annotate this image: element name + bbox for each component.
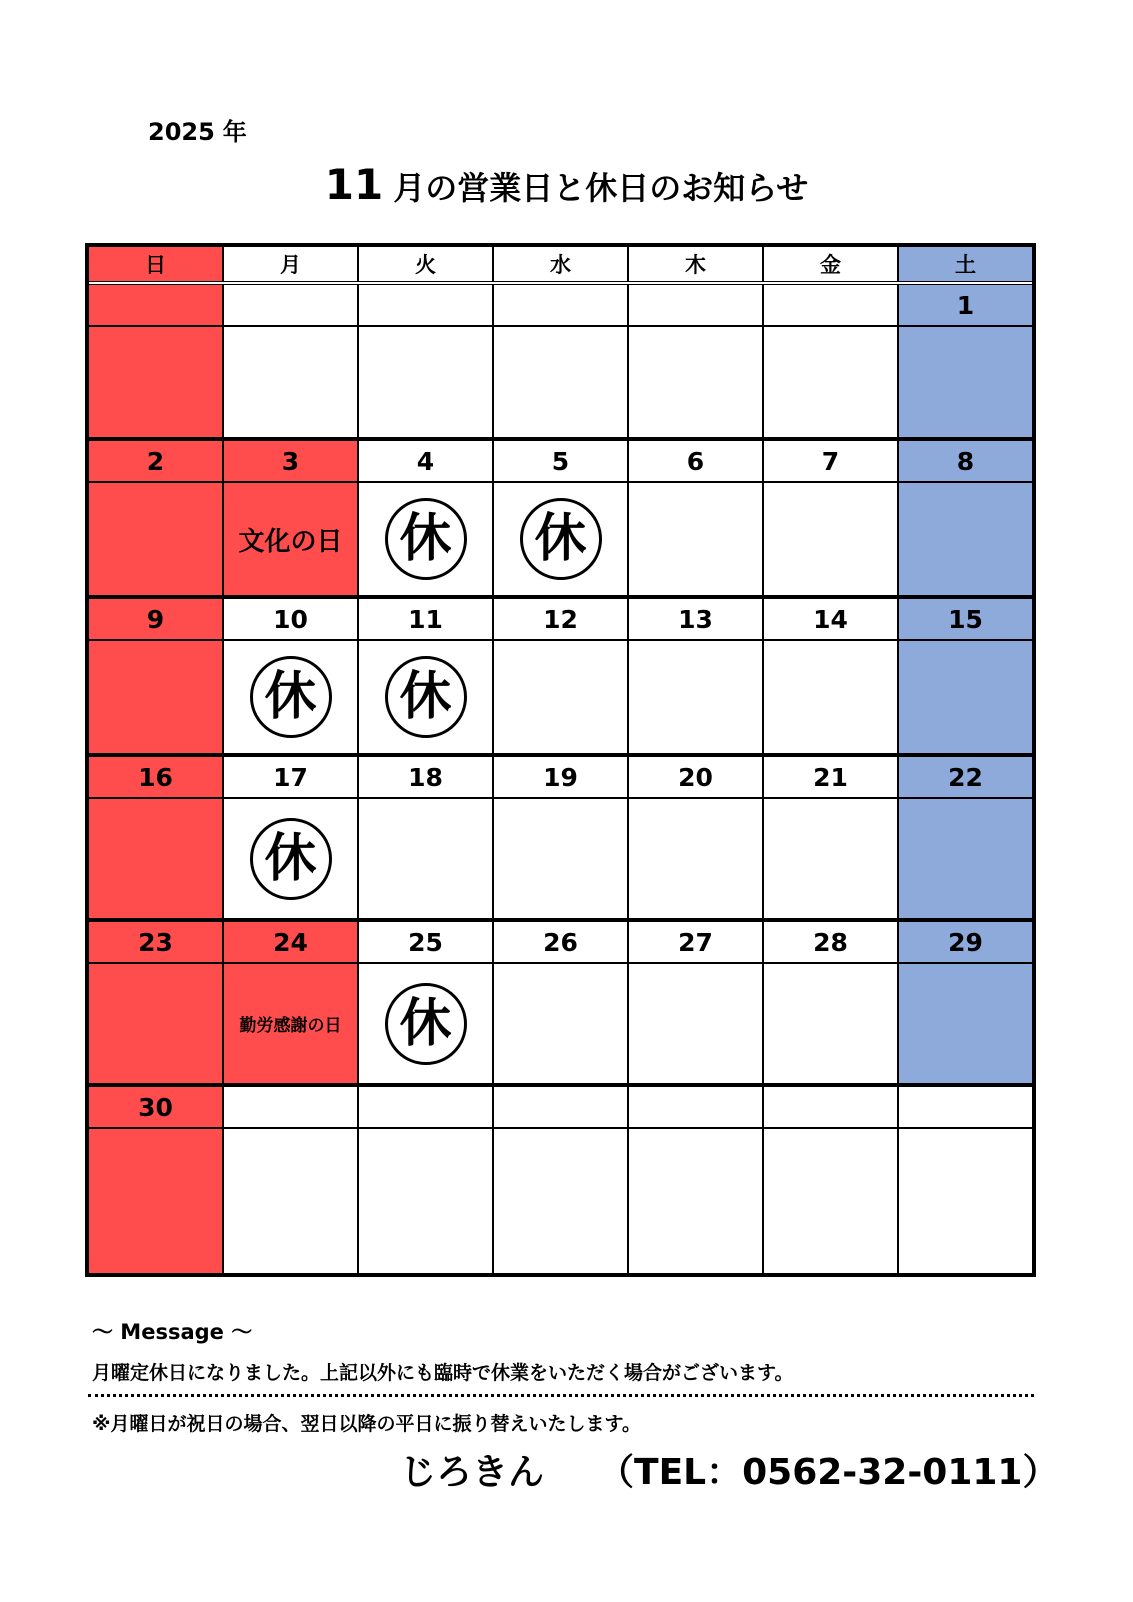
day-body: [899, 1129, 1032, 1273]
day-number: 30: [89, 1087, 222, 1129]
day-cell: [89, 599, 224, 753]
day-number: [764, 285, 897, 327]
holiday-label: 勤労感謝の日: [239, 1016, 342, 1036]
day-body: [764, 483, 897, 595]
week-row: [89, 922, 1032, 1087]
day-number: 21: [764, 757, 897, 799]
message-heading: ～ Message ～: [92, 1320, 253, 1344]
day-cell: [89, 922, 224, 1083]
day-cell: [764, 285, 899, 437]
day-number: 1: [899, 285, 1032, 327]
weekday-wednesday: 水: [494, 247, 629, 281]
day-number: 22: [899, 757, 1032, 799]
day-cell: [359, 599, 494, 753]
day-number: 11: [359, 599, 492, 641]
day-body: [89, 327, 222, 437]
closed-day-mark: 休: [250, 656, 332, 738]
day-cell: [899, 599, 1032, 753]
day-body: [629, 641, 762, 753]
day-body: [224, 1129, 357, 1273]
week-row: [89, 441, 1032, 599]
phone-number: （TEL：0562-32-0111）: [598, 1452, 1059, 1493]
day-body: [899, 327, 1032, 437]
day-number: 29: [899, 922, 1032, 964]
day-cell: [359, 1087, 494, 1273]
day-body: [764, 641, 897, 753]
day-body: [629, 964, 762, 1083]
day-body: [764, 964, 897, 1083]
day-cell: [764, 922, 899, 1083]
day-cell: [899, 1087, 1032, 1273]
day-number: 26: [494, 922, 627, 964]
day-cell: [224, 922, 359, 1083]
day-cell: [224, 441, 359, 595]
shop-name: じろきん: [400, 1452, 545, 1493]
day-body: [494, 1129, 627, 1273]
day-cell: [224, 1087, 359, 1273]
day-body: [359, 799, 492, 918]
calendar-grid: [85, 243, 1036, 1277]
day-cell: [764, 757, 899, 918]
message-note: ※月曜日が祝日の場合、翌日以降の平日に振り替えいたします。: [92, 1413, 641, 1435]
day-body: [89, 1129, 222, 1273]
weekday-saturday: 土: [899, 247, 1032, 281]
day-cell: [899, 922, 1032, 1083]
day-cell: [89, 1087, 224, 1273]
day-cell: [359, 757, 494, 918]
day-cell: [494, 441, 629, 595]
day-body: [764, 799, 897, 918]
closed-day-mark: 休: [520, 498, 602, 580]
day-body: [359, 483, 492, 595]
day-number: [494, 285, 627, 327]
day-body: [764, 1129, 897, 1273]
day-body: [629, 1129, 762, 1273]
year-unit: 年: [222, 118, 247, 146]
day-number: 18: [359, 757, 492, 799]
day-cell: [494, 757, 629, 918]
day-body: [89, 964, 222, 1083]
day-number: 12: [494, 599, 627, 641]
day-body: [899, 964, 1032, 1083]
day-number: 19: [494, 757, 627, 799]
day-cell: [764, 441, 899, 595]
day-number: 15: [899, 599, 1032, 641]
day-cell: [629, 441, 764, 595]
day-cell: [629, 1087, 764, 1273]
day-body: [494, 964, 627, 1083]
day-cell: [89, 757, 224, 918]
day-body: [494, 799, 627, 918]
day-body: [224, 483, 357, 595]
day-number: 23: [89, 922, 222, 964]
week-row: [89, 599, 1032, 757]
holiday-label: 文化の日: [238, 526, 343, 557]
day-body: [89, 483, 222, 595]
day-body: [629, 327, 762, 437]
day-cell: [629, 757, 764, 918]
day-cell: [494, 922, 629, 1083]
message-body: 月曜定休日になりました。上記以外にも臨時で休業をいただく場合がございます。: [92, 1362, 794, 1384]
day-number: [494, 1087, 627, 1129]
day-number: 25: [359, 922, 492, 964]
day-body: [359, 964, 492, 1083]
day-number: 4: [359, 441, 492, 483]
day-body: [359, 641, 492, 753]
weekday-friday: 金: [764, 247, 899, 281]
day-body: [224, 641, 357, 753]
day-cell: [224, 757, 359, 918]
day-body: [764, 327, 897, 437]
day-body: [224, 799, 357, 918]
title-text: 月の営業日と休日のお知らせ: [393, 169, 809, 207]
year-value: 2025: [148, 118, 215, 146]
day-number: [899, 1087, 1032, 1129]
day-body: [494, 641, 627, 753]
day-number: [224, 285, 357, 327]
day-body: [629, 483, 762, 595]
day-cell: [899, 441, 1032, 595]
day-body: [494, 483, 627, 595]
day-number: [359, 1087, 492, 1129]
day-body: [629, 799, 762, 918]
day-number: 13: [629, 599, 762, 641]
day-number: 10: [224, 599, 357, 641]
day-number: 9: [89, 599, 222, 641]
day-cell: [359, 285, 494, 437]
weekday-monday: 月: [224, 247, 359, 281]
day-number: [629, 285, 762, 327]
day-number: 17: [224, 757, 357, 799]
day-cell: [764, 599, 899, 753]
day-cell: [359, 922, 494, 1083]
day-number: [629, 1087, 762, 1129]
day-number: 5: [494, 441, 627, 483]
day-cell: [89, 285, 224, 437]
day-cell: [899, 285, 1032, 437]
week-row: [89, 1087, 1032, 1273]
day-number: 7: [764, 441, 897, 483]
day-number: 20: [629, 757, 762, 799]
divider: [88, 1394, 1034, 1397]
day-cell: [224, 285, 359, 437]
closed-day-mark: 休: [385, 983, 467, 1065]
day-number: 28: [764, 922, 897, 964]
contact-line: [400, 1444, 1058, 1495]
closed-day-mark: 休: [385, 656, 467, 738]
day-body: [899, 799, 1032, 918]
day-body: [224, 964, 357, 1083]
day-number: [224, 1087, 357, 1129]
day-number: [359, 285, 492, 327]
day-cell: [359, 441, 494, 595]
day-number: 3: [224, 441, 357, 483]
day-number: 27: [629, 922, 762, 964]
weekday-sunday: 日: [89, 247, 224, 281]
day-number: 14: [764, 599, 897, 641]
day-cell: [224, 599, 359, 753]
day-cell: [494, 599, 629, 753]
day-number: 6: [629, 441, 762, 483]
day-cell: [629, 922, 764, 1083]
day-body: [494, 327, 627, 437]
day-body: [359, 327, 492, 437]
day-body: [224, 327, 357, 437]
day-number: 8: [899, 441, 1032, 483]
day-number: 24: [224, 922, 357, 964]
day-body: [89, 641, 222, 753]
day-number: [89, 285, 222, 327]
day-cell: [629, 599, 764, 753]
weekday-tuesday: 火: [359, 247, 494, 281]
weekday-thursday: 木: [629, 247, 764, 281]
day-cell: [494, 1087, 629, 1273]
day-body: [89, 799, 222, 918]
day-cell: [899, 757, 1032, 918]
closed-day-mark: 休: [385, 498, 467, 580]
day-body: [359, 1129, 492, 1273]
closed-day-mark: 休: [250, 818, 332, 900]
day-body: [899, 483, 1032, 595]
day-cell: [764, 1087, 899, 1273]
day-number: [764, 1087, 897, 1129]
week-row: [89, 285, 1032, 441]
day-cell: [89, 441, 224, 595]
week-row: [89, 757, 1032, 922]
month-number: 11: [324, 160, 384, 209]
year-heading: [148, 112, 247, 147]
page-title: [0, 160, 1133, 209]
day-body: [899, 641, 1032, 753]
day-cell: [629, 285, 764, 437]
day-number: 16: [89, 757, 222, 799]
weekday-header: [89, 247, 1032, 285]
day-number: 2: [89, 441, 222, 483]
day-cell: [494, 285, 629, 437]
